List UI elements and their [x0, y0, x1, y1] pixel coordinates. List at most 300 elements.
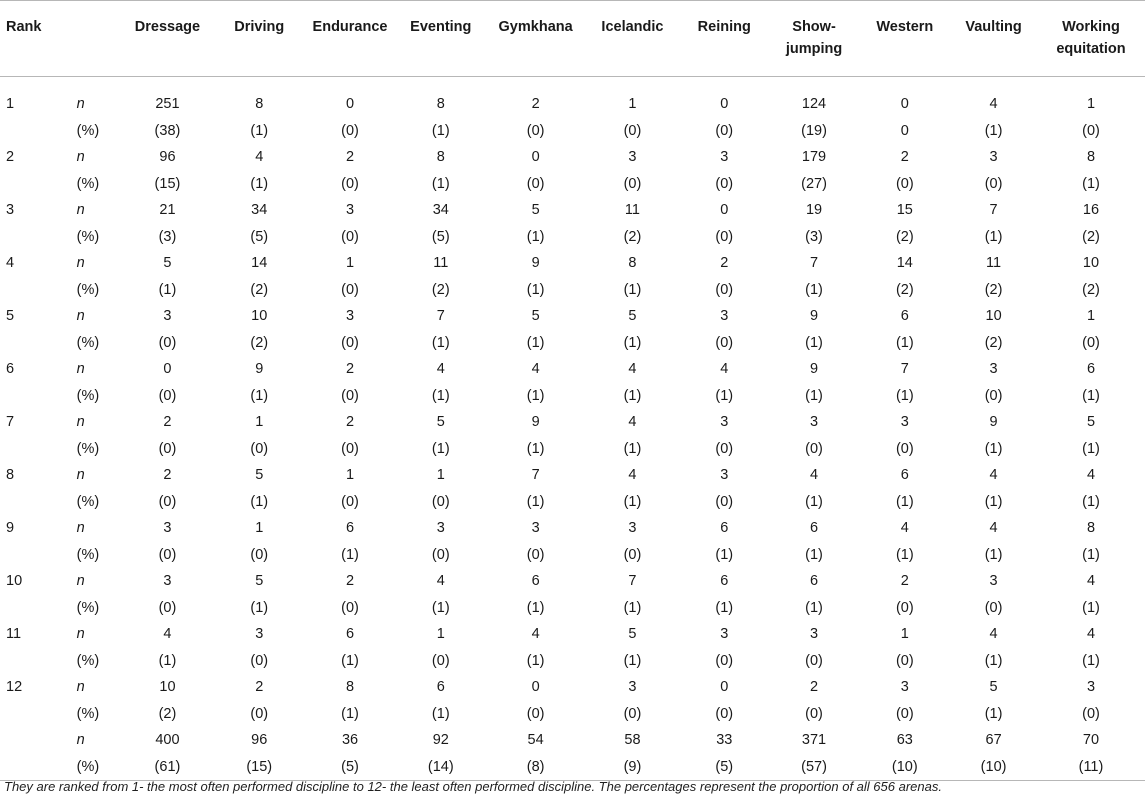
percent-label: (%): [76, 599, 100, 616]
discipline-header: [486, 1, 585, 77]
count-cell: 6: [900, 308, 909, 324]
count-cell: 8: [1086, 520, 1096, 536]
percent-cell: (0): [1082, 705, 1100, 722]
rank-cell: [0, 171, 71, 198]
percent-label: (%): [71, 754, 121, 781]
count-cell: 4: [436, 361, 445, 377]
discipline-header-line: Western: [876, 19, 934, 35]
count-cell: 6: [720, 573, 729, 589]
percent-cell: (2): [895, 281, 914, 298]
count-cell: 2: [345, 573, 355, 589]
table-row: [0, 701, 1145, 728]
count-cell: 7: [531, 467, 540, 483]
count-cell: 5: [163, 255, 172, 271]
count-label: n: [76, 573, 85, 589]
count-cell: 2: [255, 679, 264, 695]
percent-cell: (0): [984, 175, 1003, 192]
percent-cell: (5): [680, 754, 769, 781]
count-cell: 2: [163, 414, 172, 430]
discipline-header-line: Gymkhana: [498, 19, 573, 35]
count-cell: 6: [436, 679, 445, 695]
count-cell: 3: [628, 520, 637, 536]
count-cell: 3: [345, 308, 355, 324]
percent-cell: (1): [1082, 493, 1100, 510]
count-cell: 4: [809, 467, 819, 483]
count-cell: 3: [809, 626, 819, 642]
percent-cell: (1): [526, 334, 545, 351]
rank-cell: [0, 727, 71, 754]
percent-cell: (0): [158, 599, 177, 616]
percent-cell: (0): [715, 334, 734, 351]
count-cell: 4: [436, 573, 445, 589]
count-cell: 16: [1082, 202, 1100, 218]
percent-cell: (14): [395, 754, 486, 781]
percent-cell: (1): [895, 387, 914, 404]
count-cell: 2: [900, 573, 909, 589]
discipline-header-line: Dressage: [134, 19, 201, 35]
count-cell: 2: [345, 361, 355, 377]
count-cell: 5: [1086, 414, 1096, 430]
percent-cell: (1): [984, 652, 1003, 669]
percent-cell: (1): [1082, 546, 1100, 563]
table-footnote: They are ranked from 1- the most often performed discipline to 12- the least often performed discipline. The percentages represent the proportion of all 656 arenas.: [4, 779, 942, 794]
percent-cell: (0): [623, 175, 642, 192]
count-cell: 2: [720, 255, 729, 271]
table-row: [0, 621, 1145, 648]
count-cell: 5: [628, 626, 637, 642]
count-cell: 2: [345, 149, 355, 165]
count-cell: 251: [155, 96, 180, 112]
percent-cell: (1): [984, 122, 1003, 139]
percent-label: (%): [76, 122, 100, 139]
count-cell: 9: [531, 255, 540, 271]
percent-cell: (0): [715, 281, 734, 298]
count-label: n: [76, 96, 85, 112]
percent-cell: (10): [859, 754, 950, 781]
count-cell: 14: [251, 255, 268, 271]
rank-cell: [0, 648, 71, 675]
percent-cell: (0): [805, 652, 823, 669]
table-row: [0, 648, 1145, 675]
percent-cell: (1): [250, 493, 269, 510]
percent-cell: (0): [715, 493, 734, 510]
table-row: [0, 171, 1145, 198]
percent-cell: (1): [1082, 440, 1100, 457]
percent-cell: (0): [341, 387, 359, 404]
percent-cell: (0): [895, 599, 914, 616]
table-row: [0, 542, 1145, 569]
percent-cell: (0): [158, 387, 177, 404]
percent-cell: (1): [431, 440, 450, 457]
count-cell: 0: [531, 679, 540, 695]
count-cell: 3: [989, 573, 998, 589]
count-label: n: [76, 255, 85, 271]
percent-cell: (0): [431, 493, 450, 510]
discipline-header: [680, 1, 769, 77]
count-cell: 9: [809, 361, 819, 377]
count-cell: 9: [989, 414, 998, 430]
percent-cell: (2): [1082, 281, 1100, 298]
count-cell: 3: [345, 202, 355, 218]
rank-cell: [0, 330, 71, 357]
discipline-header-line: Reining: [697, 19, 751, 35]
percent-cell: (0): [715, 122, 734, 139]
percent-cell: (57): [769, 754, 860, 781]
count-cell: 1: [436, 467, 445, 483]
count-label: n: [76, 626, 85, 642]
count-cell: 8: [1086, 149, 1096, 165]
count-cell: 6: [809, 520, 819, 536]
table-row: [0, 674, 1145, 701]
rank-cell: 11: [6, 626, 22, 642]
percent-cell: (1): [984, 705, 1003, 722]
count-cell: 7: [900, 361, 909, 377]
percent-cell: (1): [341, 705, 359, 722]
count-cell: 5: [531, 308, 540, 324]
discipline-header-line: equitation: [1056, 41, 1126, 57]
count-cell: 11: [624, 202, 640, 218]
count-cell: 179: [801, 149, 827, 165]
table-row: [0, 727, 1145, 754]
count-cell: 5: [531, 202, 540, 218]
percent-cell: (0): [341, 599, 359, 616]
percent-label: (%): [76, 334, 100, 351]
count-cell: 4: [1086, 467, 1096, 483]
percent-cell: (0): [431, 546, 450, 563]
count-cell: 2: [163, 467, 172, 483]
percent-cell: (3): [158, 228, 177, 245]
count-cell: 3: [720, 414, 729, 430]
percent-cell: (1): [431, 334, 450, 351]
count-cell: 5: [436, 414, 445, 430]
percent-cell: (2): [895, 228, 914, 245]
percent-cell: 0: [900, 122, 909, 139]
count-cell: 8: [628, 255, 637, 271]
percent-cell: (1): [526, 599, 545, 616]
count-cell: 400: [155, 732, 180, 748]
rank-cell: [0, 542, 71, 569]
discipline-header: [585, 1, 680, 77]
percent-cell: (0): [341, 228, 359, 245]
percent-cell: (0): [984, 387, 1003, 404]
table-row: [0, 330, 1145, 357]
percent-cell: (1): [805, 387, 823, 404]
percent-cell: (0): [895, 705, 914, 722]
percent-cell: (10): [950, 754, 1037, 781]
percent-cell: (0): [158, 493, 177, 510]
percent-cell: (0): [895, 652, 914, 669]
count-cell: 11: [433, 255, 449, 271]
percent-cell: (1): [895, 493, 914, 510]
count-cell: 4: [628, 414, 637, 430]
count-cell: 15: [896, 202, 913, 218]
percent-label: (%): [76, 546, 100, 563]
table-row: [0, 489, 1145, 516]
percent-cell: (1): [526, 652, 545, 669]
percent-cell: (0): [158, 546, 177, 563]
percent-cell: (1): [526, 493, 545, 510]
count-cell: 21: [159, 202, 176, 218]
count-cell: 3: [1086, 679, 1096, 695]
count-cell: 10: [1082, 255, 1100, 271]
percent-cell: (1): [984, 546, 1003, 563]
table-row: [0, 568, 1145, 595]
percent-cell: (0): [715, 228, 734, 245]
discipline-header: [859, 1, 950, 77]
count-label: n: [76, 202, 85, 218]
percent-cell: (1): [250, 387, 269, 404]
percent-cell: (1): [805, 546, 823, 563]
percent-label: (%): [76, 652, 100, 669]
count-cell: 5: [989, 679, 998, 695]
table-row: [0, 77, 1145, 118]
count-cell: 1: [255, 520, 264, 536]
count-cell: 3: [989, 361, 998, 377]
rank-cell: 7: [6, 414, 15, 430]
percent-cell: (0): [805, 705, 823, 722]
percent-cell: (2): [984, 281, 1003, 298]
count-cell: 1: [1086, 308, 1096, 324]
count-cell: 3: [900, 414, 909, 430]
rank-cell: 1: [6, 96, 15, 112]
count-cell: 4: [989, 467, 998, 483]
count-cell: 371: [801, 732, 827, 748]
rank-cell: [0, 277, 71, 304]
percent-cell: (1): [623, 493, 642, 510]
count-cell: 54: [527, 732, 544, 748]
percent-cell: (2): [623, 228, 642, 245]
percent-cell: (1): [805, 599, 823, 616]
count-cell: 11: [986, 255, 1002, 271]
discipline-header: [769, 1, 860, 77]
count-cell: 124: [801, 96, 827, 112]
discipline-header-line: Driving: [234, 19, 285, 35]
count-cell: 4: [531, 361, 540, 377]
count-cell: 2: [531, 96, 540, 112]
count-label: n: [76, 679, 85, 695]
rank-cell: [0, 118, 71, 145]
count-cell: 1: [436, 626, 445, 642]
percent-cell: (0): [250, 652, 269, 669]
percent-cell: (0): [623, 546, 642, 563]
percent-cell: (0): [623, 705, 642, 722]
discipline-header: [214, 1, 305, 77]
count-cell: 10: [251, 308, 268, 324]
table-row: [0, 462, 1145, 489]
count-cell: 3: [900, 679, 909, 695]
percent-cell: (0): [158, 334, 177, 351]
percent-cell: (1): [984, 493, 1003, 510]
percent-cell: (5): [431, 228, 450, 245]
count-cell: 4: [628, 361, 637, 377]
percent-cell: (1): [431, 599, 450, 616]
count-cell: 8: [436, 149, 445, 165]
percent-cell: (1): [895, 334, 914, 351]
percent-label: (%): [76, 440, 100, 457]
percent-cell: (1): [526, 440, 545, 457]
count-cell: 4: [255, 149, 264, 165]
count-cell: 3: [720, 626, 729, 642]
percent-label: (%): [76, 281, 100, 298]
count-cell: 19: [805, 202, 823, 218]
percent-cell: (1): [984, 228, 1003, 245]
percent-cell: (0): [341, 493, 359, 510]
table-row: [0, 409, 1145, 436]
percent-cell: (1): [341, 652, 359, 669]
percent-cell: (0): [526, 546, 545, 563]
percent-cell: (1): [1082, 652, 1100, 669]
count-cell: 3: [809, 414, 819, 430]
table-row: [0, 197, 1145, 224]
percent-cell: (1): [1082, 387, 1100, 404]
percent-cell: (1): [250, 122, 269, 139]
discipline-header: [305, 1, 396, 77]
percent-cell: (2): [1082, 228, 1100, 245]
count-cell: 5: [255, 467, 264, 483]
percent-cell: (1): [715, 387, 734, 404]
count-cell: 7: [989, 202, 998, 218]
percent-cell: (1): [1082, 599, 1100, 616]
count-label: n: [76, 361, 85, 377]
percent-cell: (15): [214, 754, 305, 781]
count-cell: 8: [345, 679, 355, 695]
percent-cell: (9): [585, 754, 680, 781]
percent-cell: (1): [805, 493, 823, 510]
percent-cell: (38): [154, 122, 181, 139]
count-label: n: [76, 414, 85, 430]
count-cell: 1: [345, 467, 355, 483]
count-cell: 6: [345, 626, 355, 642]
rank-cell: 10: [6, 573, 23, 589]
percent-cell: (0): [715, 175, 734, 192]
count-cell: 7: [628, 573, 637, 589]
discipline-header: [121, 1, 214, 77]
count-cell: 3: [720, 149, 729, 165]
count-label: n: [76, 308, 85, 324]
percent-cell: (1): [623, 387, 642, 404]
percent-label: (%): [76, 175, 100, 192]
table-row: [0, 436, 1145, 463]
percent-cell: (1): [431, 122, 450, 139]
rank-cell: [0, 383, 71, 410]
count-cell: 6: [531, 573, 540, 589]
table-row: [0, 356, 1145, 383]
percent-cell: (1): [895, 546, 914, 563]
percent-cell: (1): [623, 334, 642, 351]
percent-cell: (0): [250, 440, 269, 457]
table-row: [0, 277, 1145, 304]
percent-cell: (0): [715, 652, 734, 669]
rank-cell: 12: [6, 679, 23, 695]
count-cell: 63: [896, 732, 913, 748]
count-cell: 1: [1086, 96, 1096, 112]
percent-cell: (8): [486, 754, 585, 781]
count-cell: 3: [163, 573, 172, 589]
rank-cell: 6: [6, 361, 15, 377]
percent-cell: (1): [158, 652, 177, 669]
count-cell: 8: [436, 96, 445, 112]
count-cell: 8: [255, 96, 264, 112]
table-row: [0, 250, 1145, 277]
table-row: [0, 754, 1145, 781]
percent-cell: (0): [526, 122, 545, 139]
percent-cell: (0): [341, 334, 359, 351]
percent-cell: (1): [158, 281, 177, 298]
count-cell: 1: [345, 255, 355, 271]
rank-header: Rank: [0, 1, 71, 77]
rank-cell: [0, 489, 71, 516]
discipline-header: [395, 1, 486, 77]
count-cell: 3: [531, 520, 540, 536]
count-cell: 0: [720, 96, 729, 112]
count-cell: 36: [341, 732, 359, 748]
percent-cell: (1): [526, 228, 545, 245]
count-cell: 2: [809, 679, 819, 695]
count-cell: 0: [720, 679, 729, 695]
count-cell: 6: [720, 520, 729, 536]
count-cell: 3: [989, 149, 998, 165]
count-cell: 67: [985, 732, 1002, 748]
count-cell: 4: [900, 520, 909, 536]
count-cell: 6: [900, 467, 909, 483]
percent-cell: (1): [805, 334, 823, 351]
percent-cell: (0): [250, 705, 269, 722]
count-cell: 3: [628, 679, 637, 695]
percent-cell: (2): [984, 334, 1003, 351]
discipline-header-line: Vaulting: [965, 19, 1022, 35]
percent-label: (%): [76, 705, 100, 722]
percent-cell: (1): [623, 652, 642, 669]
count-cell: 3: [255, 626, 264, 642]
percent-cell: (3): [805, 228, 823, 245]
count-cell: 10: [159, 679, 176, 695]
percent-cell: (0): [526, 175, 545, 192]
percent-cell: (11): [1037, 754, 1145, 781]
rank-cell: [0, 595, 71, 622]
count-cell: 2: [345, 414, 355, 430]
rank-cell: 9: [6, 520, 15, 536]
count-cell: 0: [900, 96, 909, 112]
percent-cell: (27): [801, 175, 827, 192]
discipline-header-line: Working: [1062, 19, 1120, 35]
percent-cell: (0): [1082, 334, 1100, 351]
percent-cell: (1): [805, 281, 823, 298]
discipline-header-line: Show-: [792, 19, 836, 35]
count-cell: 34: [432, 202, 449, 218]
count-label: n: [76, 520, 85, 536]
header-row: [0, 1, 1145, 77]
count-label: n: [76, 149, 85, 165]
percent-cell: (1): [1082, 175, 1100, 192]
stat-header: [71, 1, 121, 77]
percent-cell: (2): [431, 281, 450, 298]
table-row: [0, 144, 1145, 171]
count-cell: 70: [1082, 732, 1100, 748]
percent-label: (%): [76, 387, 100, 404]
percent-cell: (5): [305, 754, 396, 781]
discipline-header-line: Endurance: [312, 19, 388, 35]
percent-cell: (0): [526, 705, 545, 722]
percent-cell: (0): [341, 281, 359, 298]
percent-cell: (1): [715, 546, 734, 563]
count-cell: 3: [720, 308, 729, 324]
percent-cell: (0): [805, 440, 823, 457]
count-cell: 92: [432, 732, 449, 748]
count-cell: 10: [985, 308, 1002, 324]
percent-cell: (2): [250, 334, 269, 351]
rank-cell: 5: [6, 308, 15, 324]
percent-cell: (0): [895, 440, 914, 457]
